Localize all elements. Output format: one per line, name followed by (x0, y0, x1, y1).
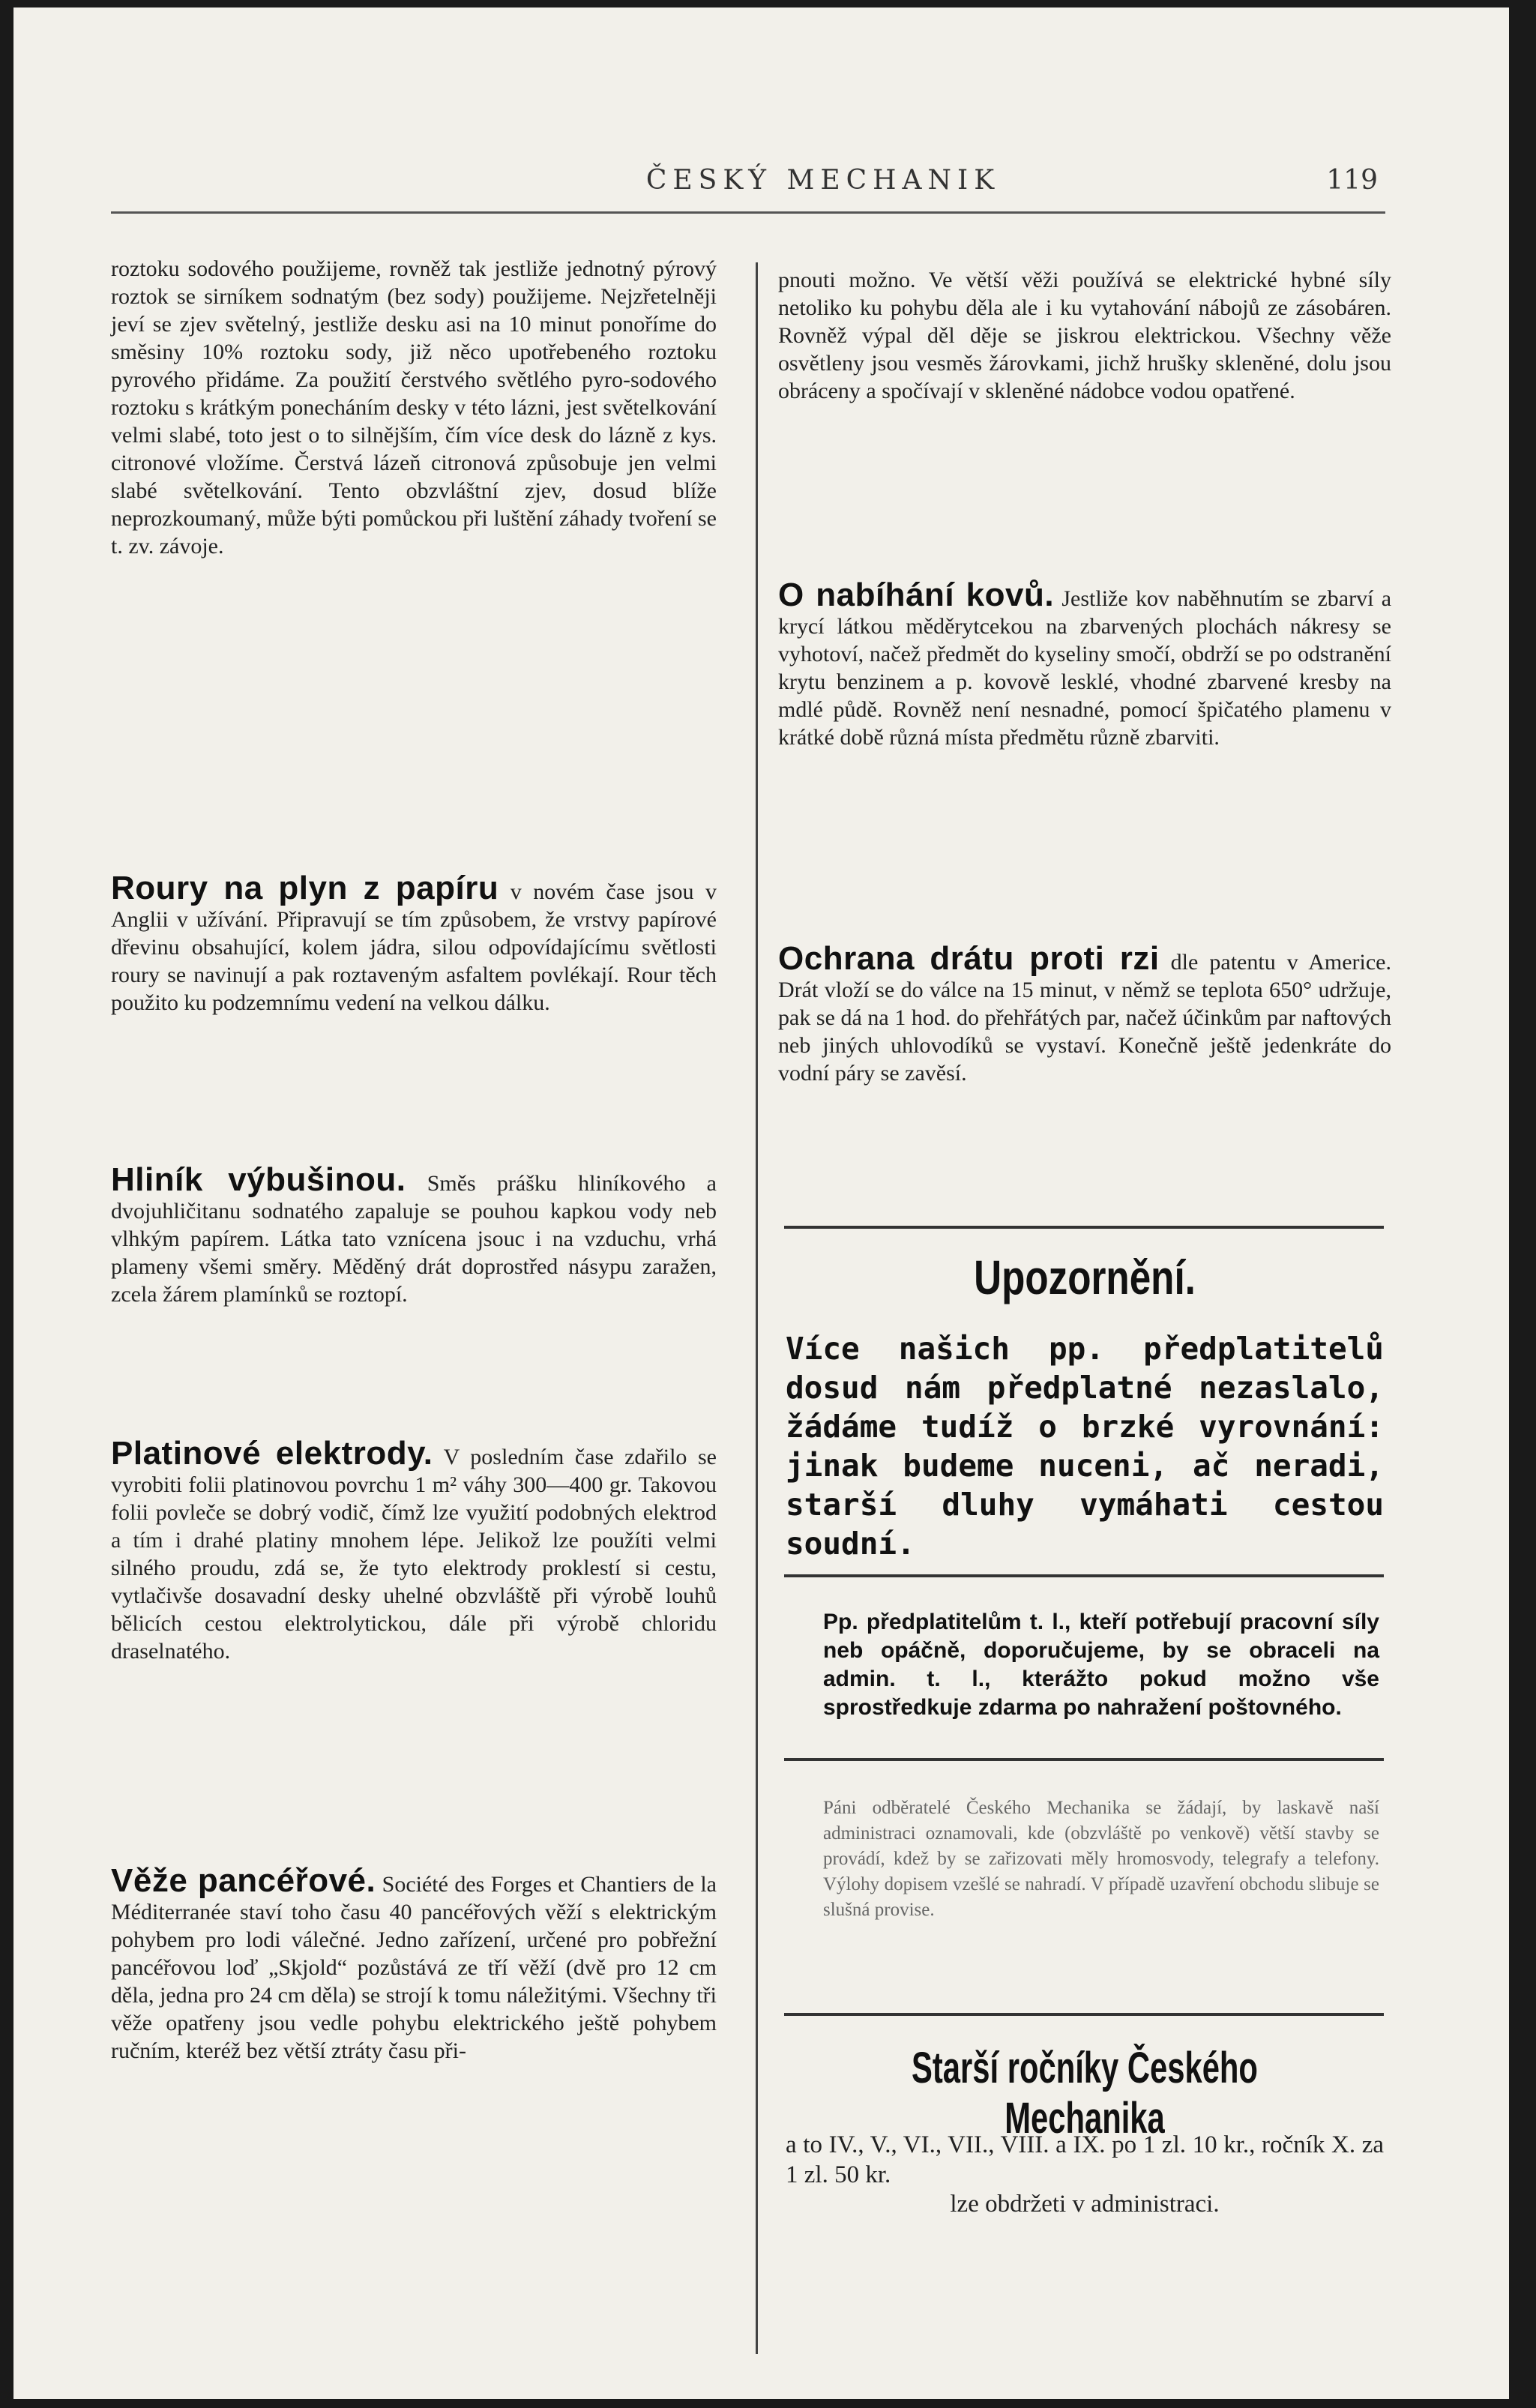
header-rule (111, 211, 1385, 214)
article-text: v novém čase jsou v Anglii v užívání. Připravují se tím způsobem, že vrstvy papírové dřevinu obsahující, kolem jádra, silou odpovídajícímu světlosti roury se navinují a pak roztaveným asfaltem povlékají. Rour těch použito ku podzemnímu vedení na velkou dálku. (111, 879, 717, 1015)
article-heading: Ochrana drátu proti rzi (778, 940, 1160, 977)
article-text: Jestliže kov naběhnutím se zbarví a krycí látkou měděrytcekou na zbarvených plochách nákresy se vyhotoví, načež předmět do kyseliny smočí, obdrží se po odstranění krytu benzinem a p. kovově lesklé, vhodné zbarvené kresby na mdlé půdě. Rovněž není nesnadné, pomocí špičatého plamenu v krátké době různá místa předmětu různě zbarviti. (778, 586, 1392, 750)
back-issues-text: a to IV., V., VI., VII., VIII. a IX. po 1 zl. 10 kr., ročník X. za 1 zl. 50 kr. (786, 2131, 1384, 2188)
article-heading: Platinové elektrody. (111, 1435, 433, 1472)
article-text: Směs prášku hliníkového a dvojuhličitanu sodnatého zapaluje se pouhou kapkou vody neb vlhkým papírem. Látka tato vznícena jsouc i na vzduchu, vrhá plameny všemi směry. Měděný drát doprostřed násypu zaražen, zcela žárem plamínků se roztopí. (111, 1171, 717, 1307)
article-turrets (111, 1862, 717, 2065)
notice-title: Upozornění. (974, 1250, 1196, 1304)
article-intro (111, 255, 717, 560)
article-paper-pipes (111, 870, 717, 1017)
article-heading: Věže pancéřové. (111, 1862, 376, 1899)
article-aluminium (111, 1161, 717, 1308)
page-number: 119 (1326, 165, 1378, 196)
article-heading: Hliník výbušinou. (111, 1161, 406, 1198)
members-note: Pp. předplatitelům t. l., kteří potřebují pracovní síly neb opáčně, doporučujeme, by se obraceli na admin. t. l., kterážto pokud možno vše sprostředkuje zdarma po nahražení poštovného. (823, 1610, 1379, 1720)
page-header (111, 165, 1385, 210)
section-rule (784, 1758, 1384, 1761)
article-metal-tarnish (778, 577, 1392, 751)
article-heading: Roury na plyn z papíru (111, 870, 499, 906)
article-wire-protection (778, 940, 1391, 1087)
article-text: Société des Forges et Chantiers de la Méditerranée staví toho času 40 pancéřových věží s elektrickým pohybem pro lodi válečné. Jedno zařízení, určené pro pobřežní pancéřovou loď „Skjold“ pozůstává ze tří věží (dvě pro 12 cm děla, jedna pro 24 cm děla) se strojí k tomu náležitými. Všechny tři věže opatřeny jsou vedle pohybu elektrického ještě pohybem ručním, kteréž bez větší ztráty času při- (111, 1872, 717, 2063)
article-text: dle patentu v Americe. Drát vloží se do válce na 15 minut, v němž se teplota 650° udržuje, pak se dá na 1 hod. do přehřátých par, načež účinkům par naftových neb jiných uhlovodíků se vystaví. Konečně ještě jedenkráte do vodní páry se zavěsí. (778, 950, 1391, 1086)
readers-note: Páni odběratelé Českého Mechanika se žádají, by laskavě naší administraci oznamovali, kde (obzvláště po venkově) větší stavby se provádí, kdež by se zařizovati měly hromosvody, telegrafy a telefony. Výlohy dopisem vzešlé se nahradí. V případě uzavření obchodu slibuje se slušná provise. (823, 1798, 1379, 1920)
intro-text: pnouti možno. Ve větší věži používá se elektrické hybné síly netoliko ku pohybu děla ale i ku vytahování nábojů ze zásobáren. Rovněž výpal děl děje se jiskrou elektrickou. Všechny věže osvětleny jsou vesměs žárovkami, jichž hrušky skleněné, dolu jsou obráceny a spočívají v skleněné nádobce vodou opatřené. (778, 268, 1391, 403)
section-rule (784, 1226, 1384, 1229)
back-issues-title: Starší ročníky Českého Mechanika (912, 2044, 1258, 2143)
notice-body: Více našich pp. předplatitelů dosud nám předplatné nezaslalo, žádáme tudíž o brzké vyrovnání: jinak budeme nuceni, ač neradi, starší dluhy vymáhati cestou soudní. (786, 1331, 1384, 1562)
column-divider (756, 262, 758, 2354)
back-issues-note: lze obdržeti v administraci. (950, 2191, 1220, 2218)
article-text: V posledním čase zdařilo se vyrobiti folii platinovou povrchu 1 m² váhy 300—400 gr. Takovou folii povleče se dobrý vodič, čímž lze využití podobných elektrod a tím i drahé platiny mnohem lépe. Jelikož lze použíti velmi silného proudu, zdá se, že tyto elektrody proklestí si cestu, vytlačivše dosavadní desky uhelné obzvláště při výrobě louhů bělicích cestou elektrolytickou, dále při výrobě chloridu draselnatého. (111, 1445, 717, 1664)
running-title: ČESKÝ MECHANIK (645, 165, 1001, 196)
intro-text: roztoku sodového použijeme, rovněž tak jestliže jednotný pýrový roztok se sirníkem sodnatým (bez sody) použijeme. Nejzřetelněji jeví se zjev světelný, jestliže desku asi na 10 minut ponoříme do směsiny 10% roztoku sody, již něco upotřebeného roztoku pyrového přidáme. Za použití čerstvého světlého pyro-sodového roztoku s krátkým ponecháním desky v této lázni, jest světelkování velmi slabé, toto jest o to silnějším, čím více desk do lázně z kys. citronové vložíme. Čerstvá lázeň citronová způsobuje jen velmi slabé světelkování. Tento obzvláštní zjev, dosud blíže neprozkoumaný, může býti pomůckou při luštění záhady tvoření se t. zv. závoje. (111, 256, 717, 559)
article-heading: O nabíhání kovů. (778, 577, 1055, 613)
section-rule (784, 2013, 1384, 2016)
article-platinum (111, 1435, 717, 1665)
page-sheet (13, 7, 1509, 2399)
turrets-continued (778, 266, 1391, 405)
section-rule (784, 1574, 1384, 1577)
